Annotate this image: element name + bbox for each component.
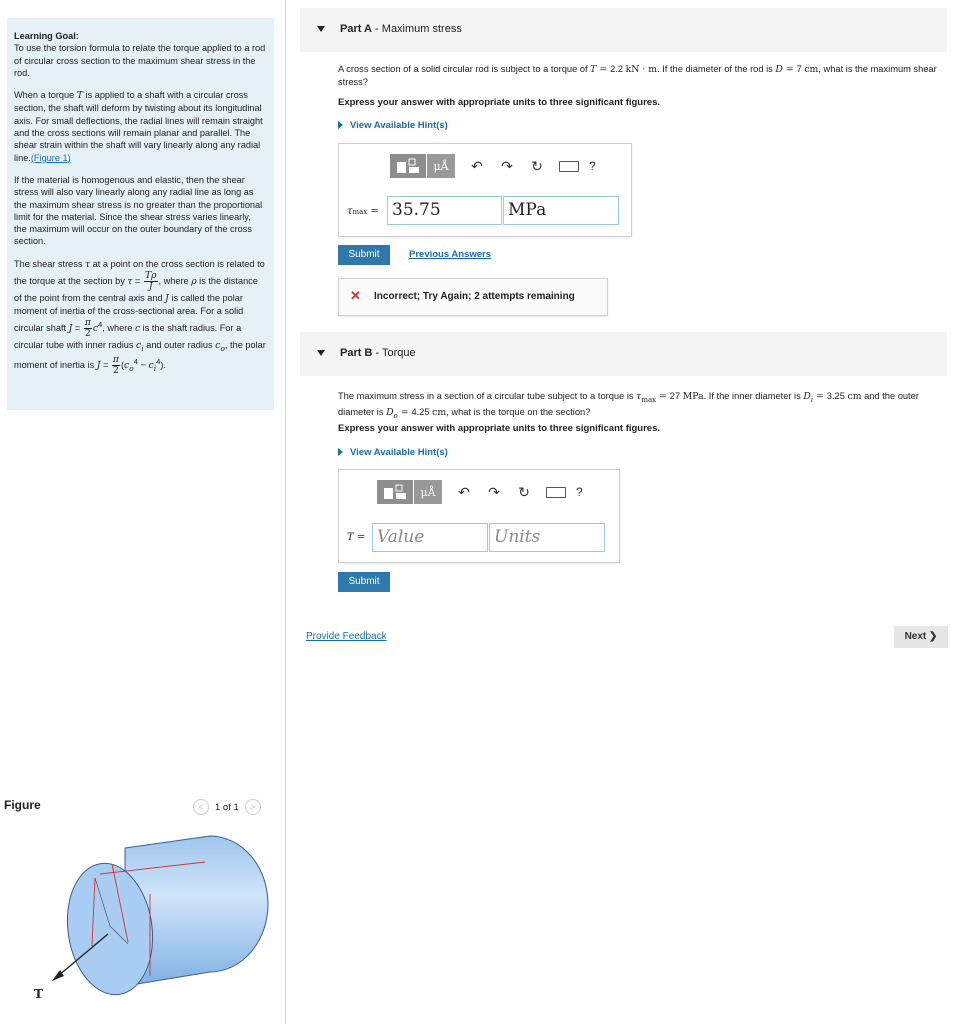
next-figure-button[interactable]: > <box>245 799 261 815</box>
help-icon[interactable]: ? <box>576 485 583 499</box>
units-button[interactable]: μÅ <box>427 154 455 178</box>
goal-paragraph-2: If the material is homogenous and elastic, then the shear stress will also vary linearly along any radial line as long as the maximum shear stress is no greater than the proportional limit for the material. Since the shear stress varies linearly, the maximum will occur on the outer boundary of the cross section. <box>14 174 263 247</box>
undo-icon[interactable]: ↶ <box>458 483 470 500</box>
question-text: A cross section of a solid circular rod is subject to a torque of <box>338 64 591 74</box>
torque-unit: kN · m <box>625 64 658 75</box>
part-b-header[interactable] <box>300 332 947 376</box>
torque-label: T = <box>347 532 366 543</box>
goal-text: is the shaft radius. For a circular tube with inner radius <box>14 322 242 350</box>
collapse-triangle-icon[interactable] <box>317 26 325 32</box>
part-a-title: - Maximum stress <box>372 23 462 35</box>
learning-goal-intro: To use the torsion formula to relate the torque applied to a rod of circular cross section to the maximum shear stress in the rod. <box>14 43 266 78</box>
keyboard-icon[interactable] <box>559 161 579 172</box>
figure-pager <box>193 799 261 815</box>
units-placeholder: Units <box>494 527 541 547</box>
torque-value: 2.2 <box>610 64 624 74</box>
torque-label: T <box>34 987 43 1001</box>
outer-diameter-value: 4.25 <box>411 406 430 417</box>
goal-text: is applied to a shaft with a circular cross section, the shaft will deform by twisting about its longitudinal axis. For small deflections, the radial lines will remain straight and the cross sections will remain planar and parallel. The shear strain within the shaft will vary linearly along any radial line. <box>14 90 263 163</box>
hint-label: View Available Hint(s) <box>350 120 448 131</box>
goal-text: is called the polar moment of inertia of the cross-sectional area. For a solid circular shaft <box>14 293 244 333</box>
part-a-question: A cross section of a solid circular rod is subject to a torque of T = 2.2 kN · m. If the diameter of the rod is D = 7 cm, what is the maximum shear stress? <box>338 64 937 87</box>
next-button[interactable] <box>894 626 948 648</box>
goal-text: and outer radius <box>143 339 216 350</box>
tau-max-label: τmax = <box>347 206 379 217</box>
templates-button[interactable] <box>377 480 413 504</box>
redo-icon[interactable]: ↷ <box>501 157 513 174</box>
question-text: . If the inner diameter is <box>703 391 804 401</box>
undo-icon[interactable]: ↶ <box>471 157 483 174</box>
inner-diameter-value: 3.25 <box>826 391 845 401</box>
inner-diameter-unit: cm <box>847 391 862 402</box>
math-toolbar <box>390 154 596 178</box>
prev-figure-button[interactable]: < <box>193 799 209 815</box>
part-a-feedback <box>338 278 608 316</box>
feedback-message: Incorrect; Try Again; 2 attempts remaining <box>374 291 575 302</box>
part-a-submit-button[interactable]: Submit <box>338 245 390 265</box>
figure-link[interactable]: (Figure 1) <box>30 152 71 163</box>
reset-icon[interactable]: ↻ <box>531 157 543 174</box>
reset-icon[interactable]: ↻ <box>518 483 530 500</box>
part-b-hint-toggle[interactable] <box>338 447 448 458</box>
left-panel <box>0 0 286 1024</box>
part-b-value-input[interactable] <box>372 523 488 552</box>
part-a-answer-box <box>338 143 632 237</box>
part-a-value-input[interactable]: 35.75 <box>387 196 502 225</box>
figure-title: Figure <box>4 798 41 812</box>
hint-label: View Available Hint(s) <box>350 447 448 458</box>
goal-text: , where <box>102 322 135 333</box>
outer-diameter-unit: cm <box>432 406 447 418</box>
part-a-instruction: Express your answer with appropriate units to three significant figures. <box>338 97 661 108</box>
shaft-figure <box>20 826 275 1016</box>
question-text: , what is the maximum shear stress? <box>338 64 937 87</box>
expand-triangle-icon <box>338 448 343 456</box>
math-toolbar <box>377 480 583 504</box>
value-placeholder: Value <box>377 527 425 547</box>
question-text: , what is the torque on the section? <box>446 406 591 417</box>
provide-feedback-link[interactable]: Provide Feedback <box>306 631 387 642</box>
templates-icon <box>383 484 407 500</box>
templates-icon <box>396 158 420 174</box>
goal-text: is the distance of the point from the central axis and <box>14 275 258 304</box>
tau-max-value: 27 <box>669 391 681 401</box>
diameter-value: 7 <box>796 64 802 74</box>
learning-goal-box: Learning Goal: To use the torsion formula to relate the torque applied to a rod of circular cross section to the maximum shear stress in the rod. When a torque T is applied to a shaft with a circular cross section, the shaft will deform by twisting about its longitudinal axis. For small deflections, the radial lines will remain straight and the cross sections will remain planar and parallel. The shear strain within the shaft will vary linearly along any radial line.(Figure 1) If the material is homogenous and elastic, then the shear stress will also vary linearly along any radial line as long as the maximum shear stress is no greater than the proportional limit for the material. Since the shear stress varies linearly, the maximum will occur on the outer boundary of the cross section. The shear stress τ at a point on the cross section is related to the torque at the section by τ = $\frac{T\rho}{J}$ , where ρ is the distance of the point from the central axis and J is called the polar moment of inertia of the cross-sectional area. For a solid circular shaft J = $\frac{\pi}{2}$ $c^4$, where c is the shaft radius. For a circular tube with inner radius $c_i$ and outer radius $c_o$, the polar moment of inertia is J = $\frac{\pi}{2}$ $(c_o^4 - c_i^4)$. <box>7 18 274 410</box>
figure-page-indicator: 1 of 1 <box>215 801 239 813</box>
learning-goal-title: Learning Goal: <box>14 31 79 41</box>
question-text: and the outer diameter is <box>338 391 919 417</box>
diameter-unit: cm <box>804 64 819 75</box>
part-a-label: Part A <box>340 23 372 35</box>
goal-text: , where <box>158 275 192 286</box>
part-a-header[interactable] <box>300 8 947 52</box>
part-b-instruction: Express your answer with appropriate units to three significant figures. <box>338 423 661 434</box>
question-text: . If the diameter of the rod is <box>657 64 776 74</box>
goal-text: The shear stress <box>14 258 85 269</box>
keyboard-icon[interactable] <box>546 487 566 498</box>
templates-button[interactable] <box>390 154 426 178</box>
previous-answers-link[interactable]: Previous Answers <box>409 249 492 260</box>
goal-text: When a torque <box>14 90 77 101</box>
goal-text: , the polar moment of inertia is <box>14 339 266 370</box>
goal-text: at a point on the cross section is related to the torque at the section by <box>14 258 265 286</box>
chevron-right-icon: ❯ <box>929 631 938 642</box>
next-label: Next <box>904 631 927 642</box>
part-b-answer-box <box>338 469 620 563</box>
question-text: The maximum stress in a section of a circular tube subject to a torque is <box>338 391 637 401</box>
units-button[interactable]: μÅ <box>414 480 442 504</box>
expand-triangle-icon <box>338 121 343 129</box>
collapse-triangle-icon[interactable] <box>317 350 325 356</box>
part-b-question: The maximum stress in a section of a circular tube subject to a torque is $\tau_{max} = 27$ MPa. If the inner diameter is $D_i = 3.25$ cm and the outer diameter is $D_o = 4.25$ cm, what is the torque on the section? <box>338 391 919 420</box>
help-icon[interactable]: ? <box>589 159 596 173</box>
torsion-formula: $\frac{T\rho}{J}$ <box>144 270 157 293</box>
tau-unit: MPa <box>682 391 704 402</box>
incorrect-icon: ✕ <box>350 288 361 303</box>
part-b-units-input[interactable] <box>489 523 605 552</box>
part-b-label: Part B <box>340 347 373 359</box>
part-b-submit-button[interactable]: Submit <box>338 572 390 592</box>
part-b-title: - Torque <box>372 347 416 359</box>
part-a-units-input[interactable]: MPa <box>503 196 619 225</box>
redo-icon[interactable]: ↷ <box>488 483 500 500</box>
part-a-hint-toggle[interactable] <box>338 120 448 131</box>
